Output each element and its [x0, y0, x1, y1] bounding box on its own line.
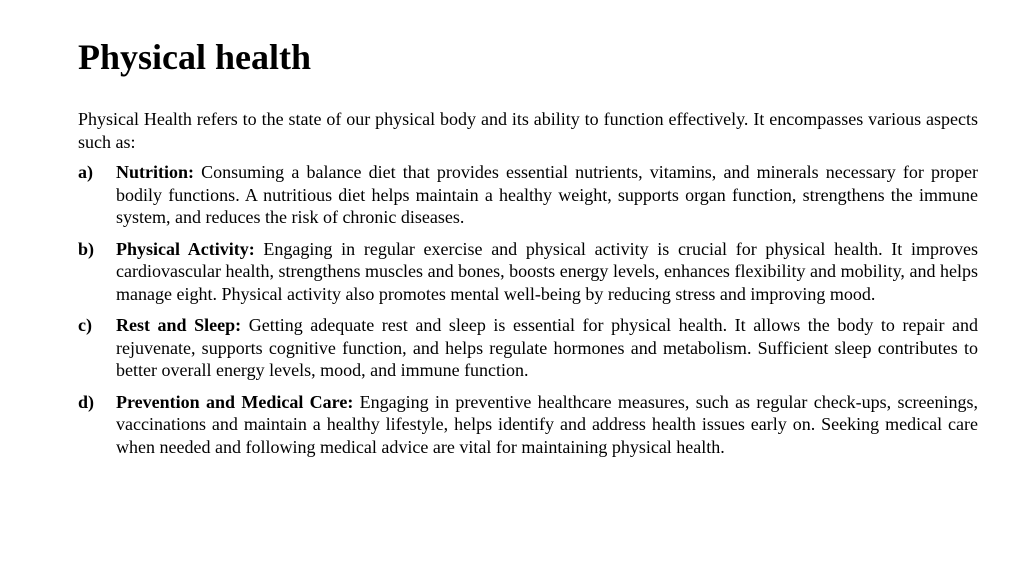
list-item-body: [116, 238, 978, 306]
list-item-prevention-medical-care: [78, 391, 978, 459]
list-item-physical-activity: [78, 238, 978, 306]
item-text: Consuming a balance diet that provides essential nutrients, vitamins, and minerals necessary for proper bodily functions. A nutritious diet helps maintain a healthy weight, supports organ function, strengthens the immune system, and reduces the risk of chronic diseases.: [116, 162, 978, 227]
list-item-rest-and-sleep: [78, 314, 978, 382]
item-text: Getting adequate rest and sleep is essential for physical health. It allows the body to repair and rejuvenate, supports cognitive function, and helps regulate hormones and metabolism. Sufficient sleep contributes to better overall energy levels, mood, and immune function.: [116, 315, 978, 380]
item-heading: Nutrition:: [116, 162, 194, 182]
item-heading: Prevention and Medical Care:: [116, 391, 354, 412]
list-item-body: [116, 314, 978, 382]
list-marker: c): [78, 315, 92, 335]
item-text: Engaging in preventive healthcare measures, such as regular check-ups, screenings, vaccinations and maintain a healthy lifestyle, helps identify and address health issues early on. Seeking medical care when needed and following medical advice are vital for maintaining physical health.: [116, 391, 978, 457]
list-item-body: [116, 391, 978, 459]
list-marker: b): [78, 238, 95, 259]
aspects-list: [78, 161, 978, 458]
list-marker: d): [78, 391, 95, 412]
list-marker: a): [78, 162, 93, 182]
item-text: Engaging in regular exercise and physical activity is crucial for physical health. It improves cardiovascular health, strengthens muscles and bones, boosts energy levels, enhances flexibility and mobility, and helps manage eight. Physical activity also promotes mental well-being by reducing stress and improving mood.: [116, 238, 979, 304]
slide-title: Physical health: [78, 37, 312, 77]
intro-paragraph: Physical Health refers to the state of our physical body and its ability to function effectively. It encompasses various aspects such as:: [78, 109, 978, 152]
item-heading: Physical Activity:: [116, 238, 255, 259]
item-heading: Rest and Sleep:: [116, 315, 242, 335]
list-item-body: [116, 161, 978, 229]
list-item-nutrition: [78, 161, 978, 229]
slide-content: [78, 108, 978, 467]
